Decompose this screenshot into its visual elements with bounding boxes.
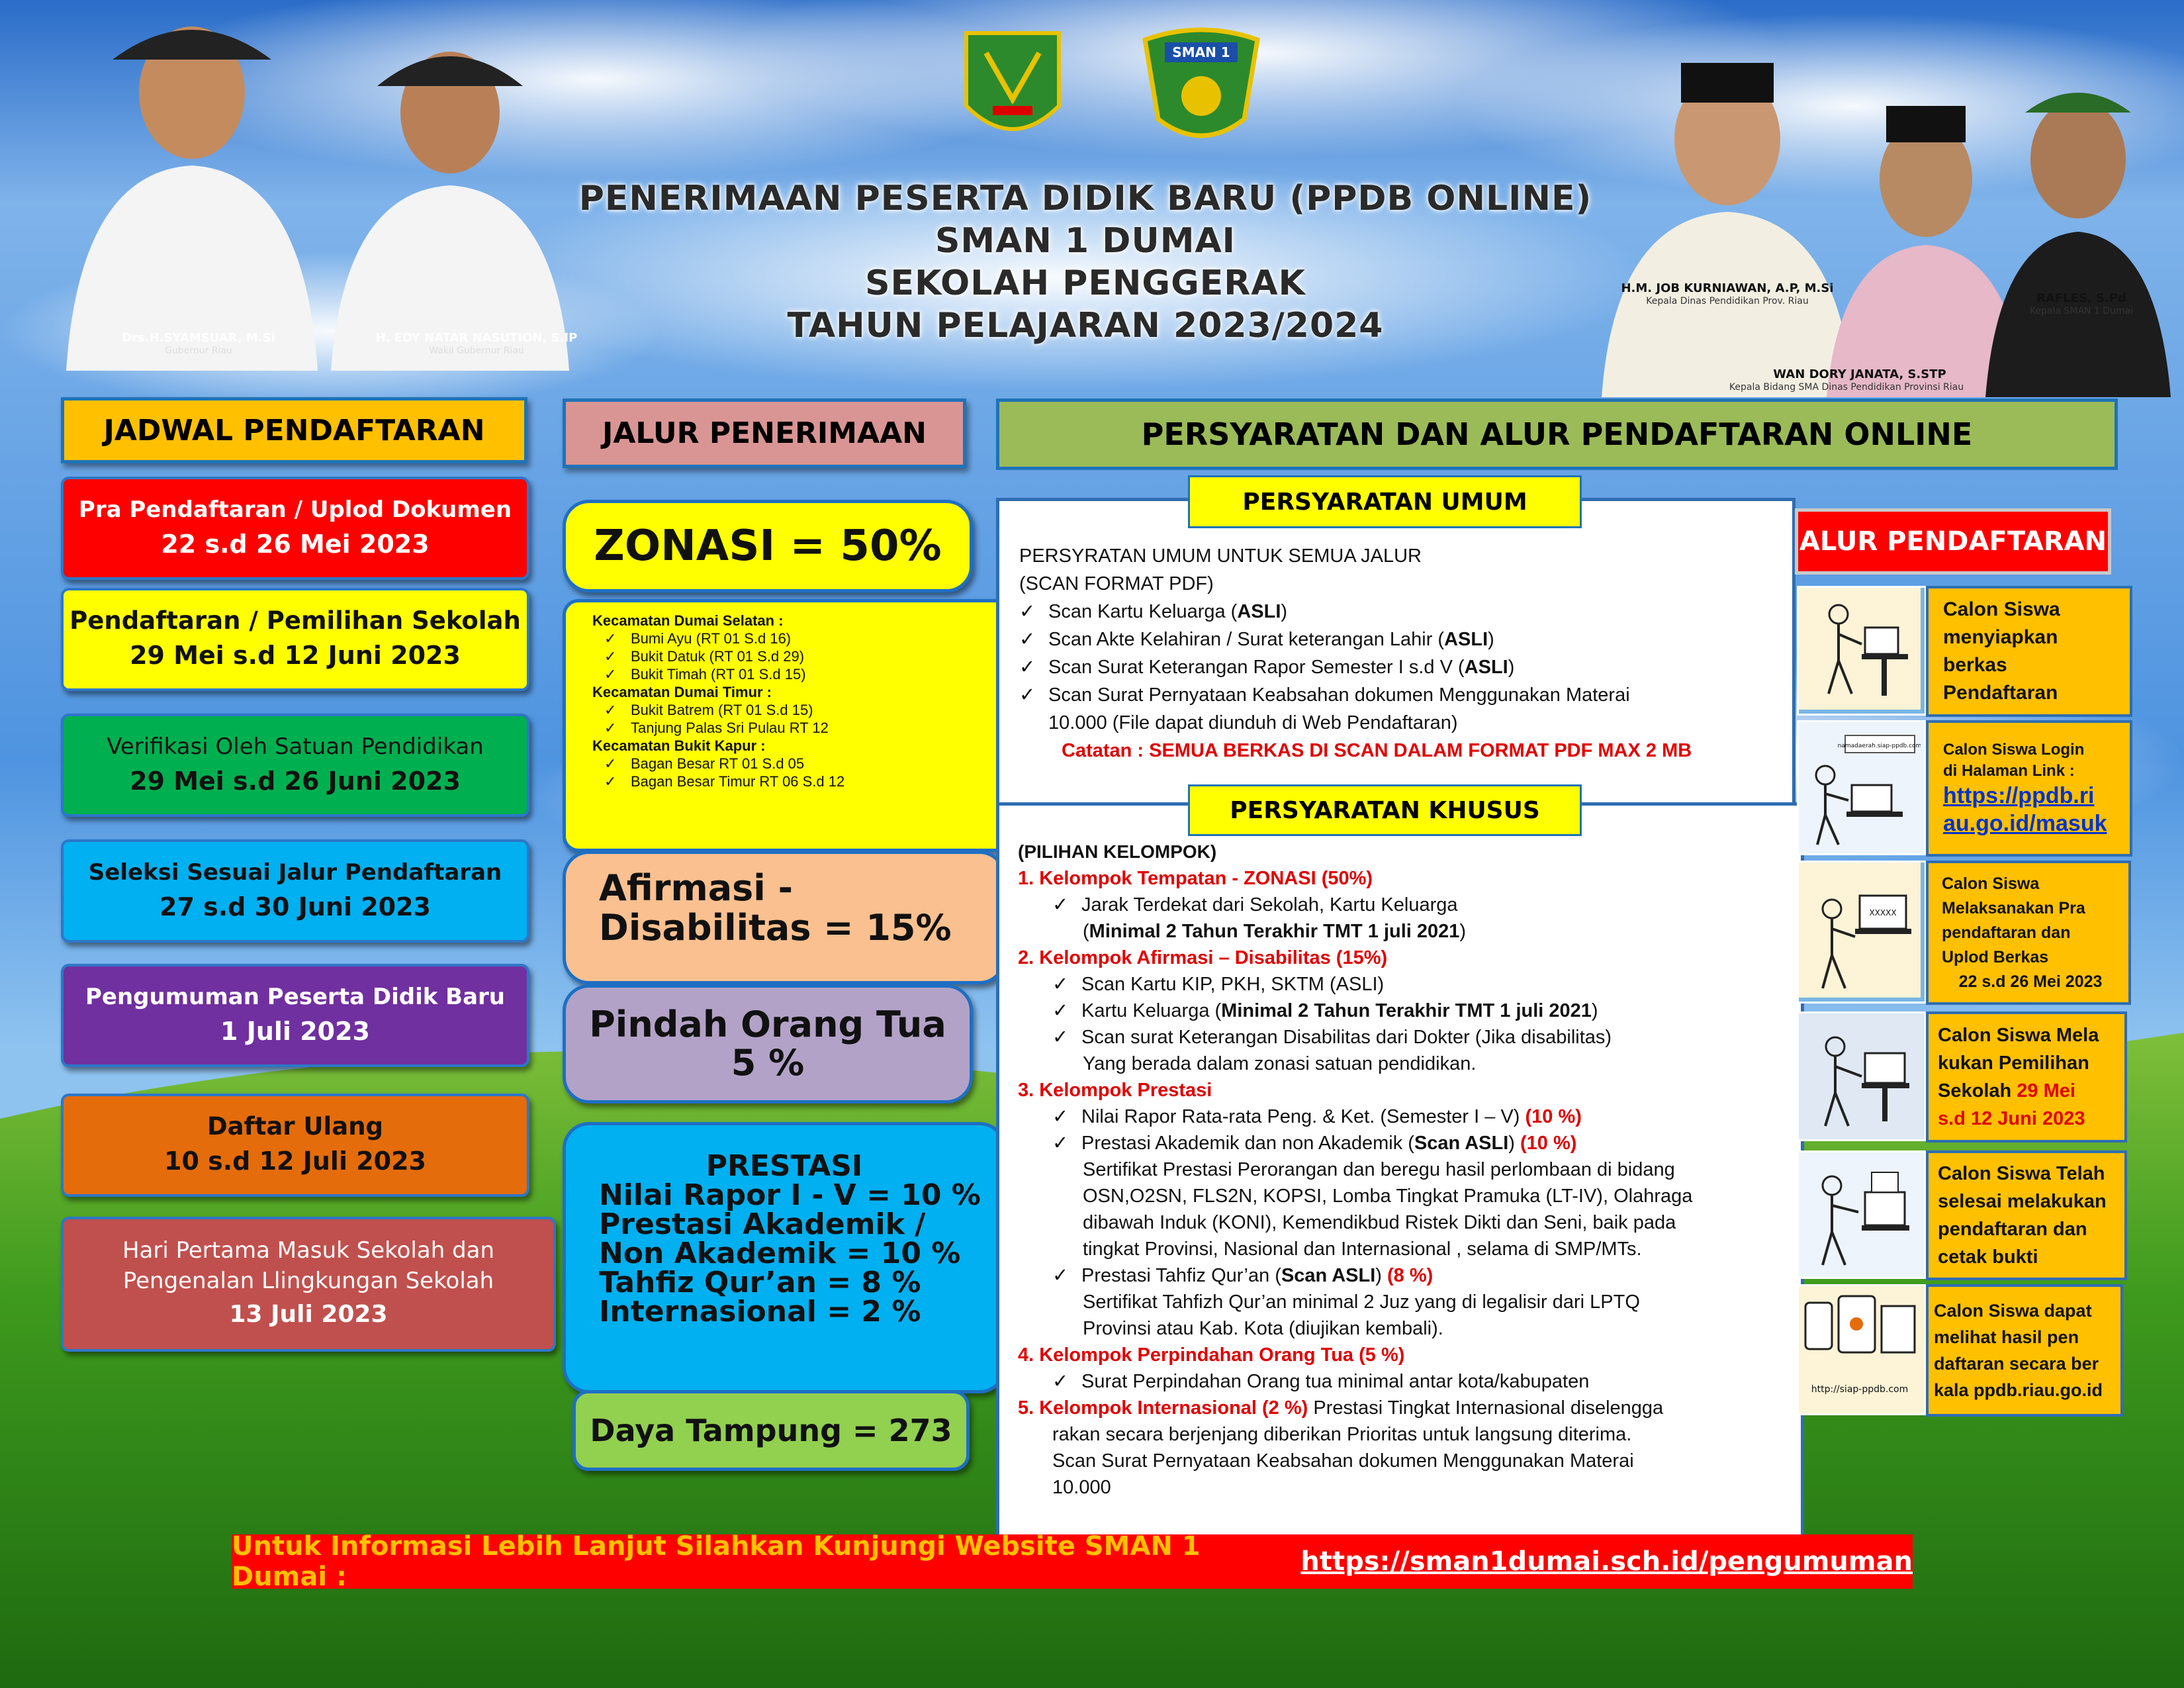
person-name-4: WAN DORY JANATA, S.STP	[1773, 367, 1946, 381]
persyaratan-umum-box	[996, 498, 1796, 818]
kecamatan-item: ✓ Bukit Timah (RT 01 S.d 15)	[604, 666, 806, 682]
kelompok-4-title: 4. Kelompok Perpindahan Orang Tua (5 %)	[1018, 1344, 1405, 1366]
title-line-2: SMAN 1 DUMAI	[934, 221, 1236, 261]
jadwal-date: 29 Mei s.d 26 Juni 2023	[130, 767, 461, 796]
jadwal-heading: JADWAL PENDAFTARAN	[61, 397, 527, 463]
step-line: kala ppdb.riau.go.id	[1934, 1380, 2103, 1400]
jalur-zonasi: ZONASI = 50%	[563, 500, 973, 592]
step-line: cetak bukti	[1938, 1246, 2038, 1268]
kecamatan-item: ✓ Tanjung Palas Sri Pulau RT 12	[604, 720, 829, 736]
title-line-4: TAHUN PELAJARAN 2023/2024	[787, 306, 1384, 346]
alur-step-5-image	[1797, 1150, 1927, 1279]
jalur-pindah-orang-tua	[563, 984, 973, 1103]
step-line: pendaftaran dan	[1938, 1219, 2087, 1240]
kelompok-3-item: ✓ Prestasi Akademik dan non Akademik (Scan ASLI) (10 %)	[1052, 1133, 1577, 1154]
kelompok-2-title: 2. Kelompok Afirmasi – Disabilitas (15%)	[1018, 947, 1388, 968]
jadwal-date: 10 s.d 12 Juli 2023	[164, 1147, 426, 1176]
kelompok-3-item: ✓ Prestasi Tahfiz Qur’an (Scan ASLI) (8 %)	[1052, 1265, 1433, 1286]
persyaratan-umum-heading: PERSYARATAN UMUM	[1188, 475, 1582, 528]
kecamatan-item: ✓ Bagan Besar RT 01 S.d 05	[604, 755, 805, 772]
persyaratan-khusus-heading: PERSYARATAN KHUSUS	[1188, 784, 1582, 836]
kecamatan-item: ✓ Bumi Ayu (RT 01 S.d 16)	[604, 630, 792, 647]
step-line: Sekolah 29 Mei	[1938, 1080, 2075, 1102]
alur-step-2-text	[1926, 720, 2132, 857]
kelompok-5-desc: Scan Surat Pernyataan Keabsahan dokumen Menggunakan Materai	[1052, 1450, 1634, 1472]
riau-province-logo	[960, 26, 1066, 152]
step-line: selesai melakukan	[1938, 1191, 2107, 1212]
footer-banner	[232, 1531, 1913, 1592]
step-line: Calon Siswa dapat	[1934, 1301, 2092, 1321]
jalur-kecamatan-list	[563, 599, 1011, 852]
jadwal-label: Pra Pendaftaran / Uplod Dokumen	[78, 496, 512, 523]
jadwal-label: Hari Pertama Masuk Sekolah dan Pengenalan Llingkungan Sekolah	[122, 1237, 495, 1294]
jalur-daya-tampung: Daya Tampung = 273	[572, 1390, 970, 1471]
alur-step-3-text	[1926, 861, 2131, 1005]
step-line: 22 s.d 26 Mei 2023	[1958, 972, 2103, 991]
governor-photos	[26, 13, 642, 371]
step-line: s.d 12 Juni 2023	[1938, 1108, 2085, 1129]
jadwal-item-seleksi	[61, 839, 529, 943]
sman1-dumai-logo	[1138, 26, 1264, 152]
title-line-1: PENERIMAAN PESERTA DIDIK BARU (PPDB ONLINE)	[578, 179, 1592, 218]
persyaratan-khusus-box	[996, 802, 1804, 1554]
step-link[interactable]: au.go.id/masuk	[1943, 811, 2107, 836]
kelompok-2-item: Yang berada dalam zonasi satuan pendidikan.	[1083, 1053, 1477, 1074]
step-line: menyiapkan	[1943, 626, 2058, 648]
umum-line-2: (SCAN FORMAT PDF)	[1019, 573, 1214, 594]
prestasi-line: Internasional = 2 %	[599, 1295, 921, 1329]
kecamatan-title: Kecamatan Bukit Kapur :	[592, 737, 766, 754]
person-role-5: Kepala SMAN 1 Dumai	[2029, 306, 2134, 316]
umum-line-1: PERSYRATAN UMUM UNTUK SEMUA JALUR	[1019, 545, 1422, 567]
khusus-intro: (PILIHAN KELOMPOK)	[1018, 841, 1217, 862]
login-laptop-icon	[1799, 722, 1921, 849]
umum-item: ✓ Scan Kartu Keluarga (ASLI)	[1019, 601, 1288, 622]
afirmasi-line-1: Afirmasi -	[599, 867, 794, 909]
kecamatan-title: Kecamatan Dumai Selatan :	[592, 612, 784, 629]
pindah-line-1: Pindah Orang Tua	[589, 1004, 946, 1045]
step-line: Calon Siswa Telah	[1938, 1163, 2105, 1184]
step-link[interactable]: https://ppdb.ri	[1943, 783, 2095, 808]
jadwal-date: 22 s.d 26 Mei 2023	[161, 530, 430, 559]
jadwal-label: Seleksi Sesuai Jalur Pendaftaran	[88, 859, 502, 886]
person-role-3: Kepala Dinas Pendidikan Prov. Riau	[1646, 296, 1809, 306]
kecamatan-title: Kecamatan Dumai Timur :	[592, 684, 772, 700]
step-line: Calon Siswa	[1943, 598, 2060, 620]
officials-photos	[1588, 26, 2177, 397]
jadwal-item-pendaftaran	[61, 588, 529, 691]
alur-heading: ALUR PENDAFTARAN	[1795, 508, 2111, 575]
kelompok-2-item: ✓ Kartu Keluarga (Minimal 2 Tahun Terakhir TMT 1 juli 2021)	[1052, 1000, 1598, 1021]
kelompok-2-item: ✓ Scan surat Keterangan Disabilitas dari Dokter (Jika disabilitas)	[1052, 1027, 1612, 1048]
jadwal-label: Pengumuman Peserta Didik Baru	[85, 984, 505, 1010]
person-name-2: H. EDY NATAR NASUTION, S.IP	[375, 331, 578, 345]
alur-step-1-image	[1797, 586, 1927, 716]
jadwal-date: 29 Mei s.d 12 Juni 2023	[130, 641, 461, 670]
umum-item: ✓ Scan Surat Pernyataan Keabsahan dokumen Menggunakan Materai	[1019, 684, 1630, 706]
footer-text: Untuk Informasi Lebih Lanjut Silahkan Kunjungi Website SMAN 1 Dumai :	[232, 1531, 1201, 1592]
person-name-3: H.M. JOB KURNIAWAN, A.P, M.Si	[1621, 281, 1834, 295]
kelompok-3-desc: Sertifikat Prestasi Perorangan dan beregu hasil perlombaan di bidang	[1083, 1159, 1675, 1180]
jadwal-date: 27 s.d 30 Juni 2023	[159, 892, 431, 921]
umum-item-cont: 10.000 (File dapat diunduh di Web Pendaftaran)	[1048, 712, 1458, 733]
jadwal-date: 1 Juli 2023	[220, 1017, 370, 1046]
kelompok-5-title: 5. Kelompok Internasional (2 %) Prestasi Tingkat Internasional diselengga	[1018, 1397, 1664, 1419]
jadwal-item-pengumuman	[61, 964, 529, 1067]
jalur-afirmasi	[563, 851, 1006, 984]
person-role-1: Gubernur Riau	[165, 346, 232, 356]
jalur-heading: JALUR PENERIMAAN	[563, 399, 966, 468]
jadwal-label: Daftar Ulang	[206, 1112, 384, 1141]
alur-step-1-text	[1926, 586, 2132, 717]
select-school-icon	[1799, 1013, 1921, 1135]
printer-icon	[1799, 1152, 1921, 1273]
step-line: di Halaman Link :	[1943, 762, 2075, 780]
kelompok-5-desc: 10.000	[1052, 1477, 1111, 1498]
jadwal-item-hari-pertama	[61, 1217, 556, 1352]
step-line: Melaksanakan Pra	[1942, 898, 2085, 917]
kelompok-3-desc: tingkat Provinsi, Nasional dan Internasional , selama di SMP/MTs.	[1083, 1239, 1642, 1260]
pindah-line-2: 5 %	[731, 1042, 805, 1084]
kelompok-1-title: 1. Kelompok Tempatan - ZONASI (50%)	[1018, 868, 1373, 889]
kecamatan-item: ✓ Bukit Batrem (RT 01 S.d 15)	[604, 702, 813, 718]
kelompok-1-item: (Minimal 2 Tahun Terakhir TMT 1 juli 2021)	[1083, 921, 1467, 942]
step-line: Calon Siswa	[1942, 874, 2040, 893]
person-name-5: RAFLES, S.Pd	[2036, 291, 2126, 305]
kelompok-3-desc: OSN,O2SN, FLS2N, KOPSI, Lomba Tingkat Pramuka (LT-IV), Olahraga	[1083, 1186, 1693, 1207]
jadwal-label: Verifikasi Oleh Satuan Pendidikan	[107, 733, 484, 760]
alur-step-4-text	[1926, 1011, 2127, 1143]
kelompok-4-item: ✓ Surat Perpindahan Orang tua minimal antar kota/kabupaten	[1052, 1371, 1590, 1392]
svg-text:namadaerah.siap-ppdb.com: namadaerah.siap-ppdb.com	[1837, 743, 1921, 749]
footer-link[interactable]: https://sman1dumai.sch.id/pengumuman	[1300, 1546, 1913, 1577]
umum-item: ✓ Scan Surat Keterangan Rapor Semester I s.d V (ASLI)	[1019, 657, 1515, 678]
devices-icon	[1799, 1286, 1921, 1409]
step-line: kukan Pemilihan	[1938, 1053, 2089, 1074]
step-line: melihat hasil pen	[1934, 1327, 2079, 1347]
umum-item: ✓ Scan Akte Kelahiran / Surat keterangan Lahir (ASLI)	[1019, 629, 1494, 650]
prestasi-title: PRESTASI	[705, 1149, 863, 1183]
jadwal-item-pra-pendaftaran	[61, 477, 529, 580]
title-line-3: SEKOLAH PENGGERAK	[865, 263, 1306, 303]
prestasi-line: Non Akademik = 10 %	[599, 1237, 961, 1270]
step-line: Uplod Berkas	[1942, 947, 2049, 966]
persyaratan-heading: PERSYARATAN DAN ALUR PENDAFTARAN ONLINE	[996, 399, 2118, 470]
person-role-2: Wakil Gubernur Riau	[429, 346, 524, 356]
step-line: pendaftaran dan	[1942, 923, 2071, 942]
alur-step-5-text	[1926, 1150, 2127, 1280]
jadwal-item-daftar-ulang	[61, 1094, 529, 1197]
step-line: berkas	[1943, 654, 2007, 676]
step-line: Calon Siswa Login	[1943, 741, 2085, 759]
jadwal-label: Pendaftaran / Pemilihan Sekolah	[69, 606, 521, 635]
kelompok-3-desc: dibawah Induk (KONI), Kemendikbud Ristek Dikti dan Seni, baik pada	[1083, 1212, 1676, 1233]
kecamatan-item: ✓ Bukit Datuk (RT 01 S.d 29)	[604, 648, 805, 665]
step-line: Pendaftaran	[1943, 682, 2058, 704]
alur-step-2-image	[1797, 720, 1927, 855]
svg-text:http://siap-ppdb.com: http://siap-ppdb.com	[1811, 1384, 1909, 1395]
kelompok-2-item: ✓ Scan Kartu KIP, PKH, SKTM (ASLI)	[1052, 974, 1385, 995]
alur-step-3-image	[1797, 861, 1927, 1004]
afirmasi-line-2: Disabilitas = 15%	[599, 907, 952, 949]
svg-text:XXXXX: XXXXX	[1869, 908, 1897, 917]
svg-text:SMAN 1: SMAN 1	[1172, 44, 1230, 60]
kelompok-3-title: 3. Kelompok Prestasi	[1018, 1080, 1212, 1101]
prestasi-line: Tahfiz Qur’an = 8 %	[599, 1266, 921, 1299]
jadwal-date: 13 Juli 2023	[229, 1301, 388, 1328]
prestasi-line: Prestasi Akademik /	[599, 1207, 926, 1241]
alur-step-6-image	[1797, 1284, 1927, 1415]
person-name-1: Drs.H.SYAMSUAR, M.Si	[122, 331, 275, 345]
person-role-4: Kepala Bidang SMA Dinas Pendidikan Provinsi Riau	[1729, 382, 1964, 393]
step-line: Calon Siswa Mela	[1938, 1025, 2099, 1046]
umum-catatan: Catatan : SEMUA BERKAS DI SCAN DALAM FORMAT PDF MAX 2 MB	[1062, 740, 1692, 761]
kelompok-1-item: ✓ Jarak Terdekat dari Sekolah, Kartu Keluarga	[1052, 894, 1458, 915]
step-line: daftaran secara ber	[1934, 1354, 2099, 1374]
prestasi-line: Nilai Rapor I - V = 10 %	[599, 1178, 981, 1212]
upload-computer-icon	[1799, 863, 1921, 998]
kecamatan-item: ✓ Bagan Besar Timur RT 06 S.d 12	[604, 773, 845, 790]
jadwal-item-verifikasi	[61, 714, 529, 817]
jalur-prestasi	[563, 1122, 1006, 1393]
student-desk-icon	[1799, 588, 1921, 710]
page-title	[569, 177, 1602, 347]
kelompok-3-item: ✓ Nilai Rapor Rata-rata Peng. & Ket. (Semester I – V) (10 %)	[1052, 1106, 1582, 1127]
alur-step-4-image	[1797, 1011, 1927, 1141]
kelompok-3-desc: Provinsi atau Kab. Kota (diujikan kembali).	[1083, 1318, 1443, 1339]
kelompok-5-desc: rakan secara berjenjang diberikan Prioritas untuk langsung diterima.	[1052, 1424, 1632, 1445]
kelompok-3-desc: Sertifikat Tahfizh Qur’an minimal 2 Juz yang di legalisir dari LPTQ	[1083, 1291, 1640, 1313]
alur-step-6-text	[1926, 1284, 2123, 1417]
